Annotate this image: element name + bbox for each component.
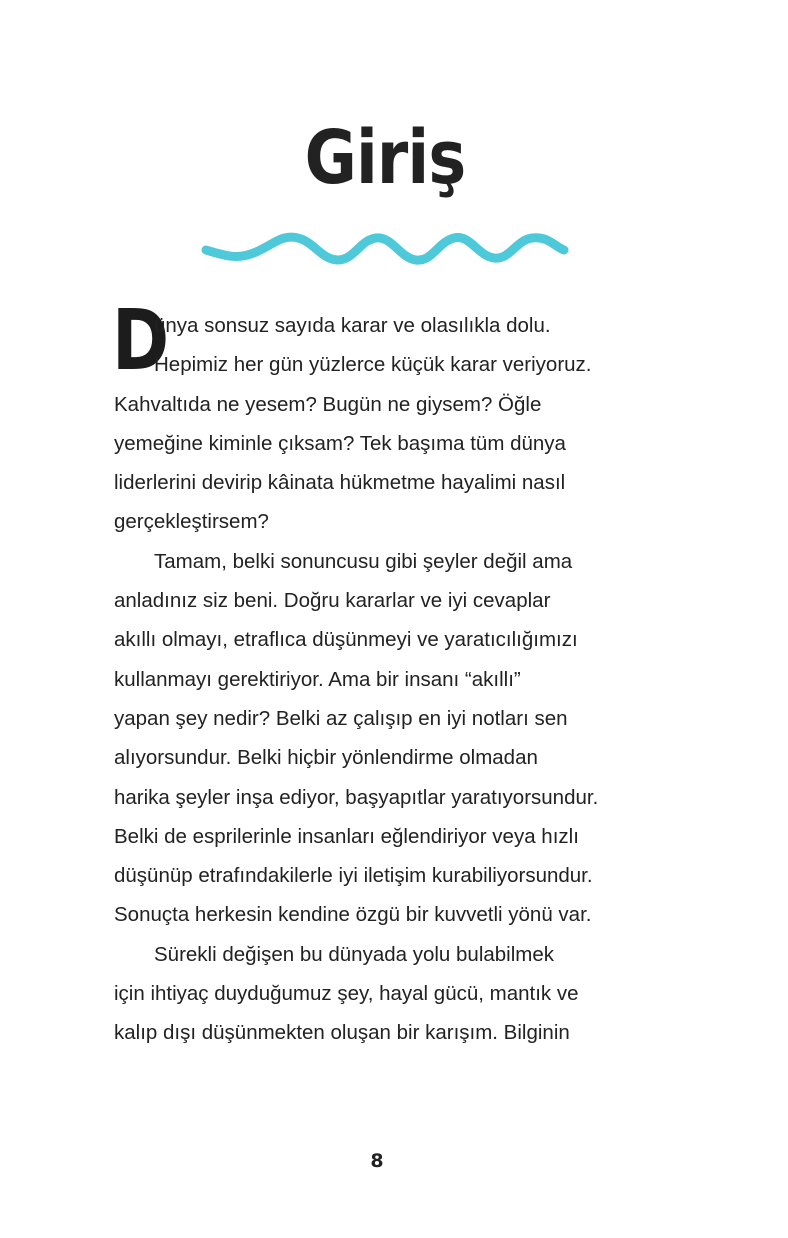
wave-divider-icon bbox=[198, 226, 572, 272]
text-line: Kahvaltıda ne yesem? Bugün ne giysem? Öğle bbox=[114, 392, 542, 416]
drop-cap: D bbox=[112, 291, 170, 389]
text-line: Hepimiz her gün yüzlerce küçük karar veriyoruz. bbox=[154, 353, 592, 377]
wave-line bbox=[206, 237, 564, 260]
text-line: kalıp dışı düşünmekten oluşan bir karışım. Bilginin bbox=[114, 1021, 570, 1045]
page-number: 8 bbox=[370, 1150, 384, 1172]
text-line: ünya sonsuz sayıda karar ve olasılıkla dolu. bbox=[154, 314, 551, 337]
text-line: Tamam, belki sonuncusu gibi şeyler değil ama bbox=[154, 549, 573, 573]
text-line: için ihtiyaç duyduğumuz şey, hayal gücü, mantık ve bbox=[114, 982, 579, 1006]
text-line: alıyorsundur. Belki hiçbir yönlendirme olmadan bbox=[114, 746, 538, 770]
text-line: kullanmayı gerektiriyor. Ama bir insanı “akıllı” bbox=[114, 667, 521, 691]
text-line: Belki de esprilerinle insanları eğlendiriyor veya hızlı bbox=[114, 824, 579, 848]
text-line: düşünüp etrafındakilerle iyi iletişim kurabiliyorsundur. bbox=[114, 864, 593, 888]
text-line: yemeğine kiminle çıksam? Tek başıma tüm dünya bbox=[114, 431, 566, 455]
text-line: gerçekleştirsem? bbox=[114, 510, 269, 534]
text-line: Sonuçta herkesin kendine özgü bir kuvvetli yönü var. bbox=[114, 903, 592, 927]
text-line: yapan şey nedir? Belki az çalışıp en iyi notları sen bbox=[114, 706, 568, 730]
text-line: anladınız siz beni. Doğru kararlar ve iyi cevaplar bbox=[114, 589, 551, 613]
chapter-title: Giriş bbox=[304, 115, 466, 201]
text-line: akıllı olmayı, etraflıca düşünmeyi ve yaratıcılığımızı bbox=[114, 628, 578, 652]
text-line: Sürekli değişen bu dünyada yolu bulabilmek bbox=[154, 942, 555, 966]
text-line: harika şeyler inşa ediyor, başyapıtlar yaratıyorsundur. bbox=[114, 785, 599, 809]
text-line: liderlerini devirip kâinata hükmetme hayalimi nasıl bbox=[114, 471, 566, 495]
body-text bbox=[114, 306, 674, 1053]
